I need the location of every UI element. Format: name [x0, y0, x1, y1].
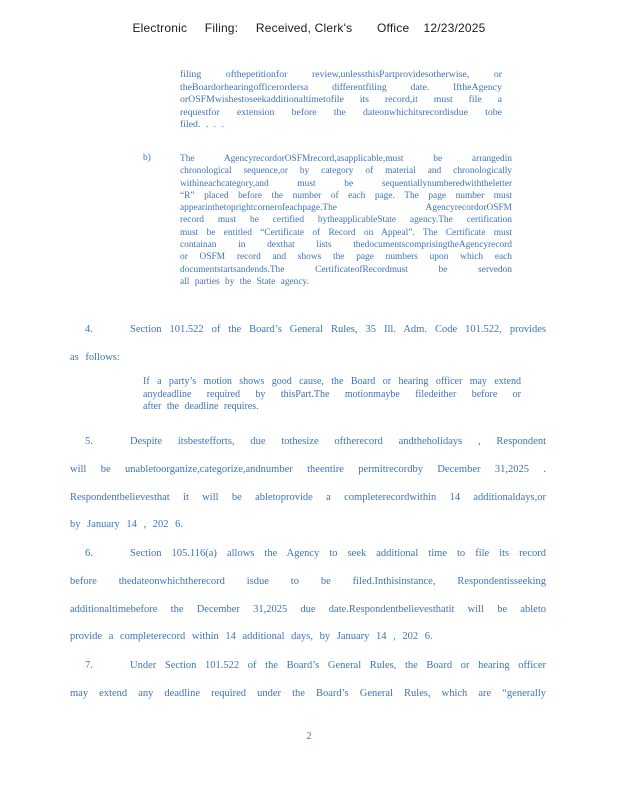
text-line: all parties by the State agency.: [180, 276, 309, 287]
efiling-stamp: Electronic Filing: Received, Clerk's Office 12/23/2025: [132, 21, 486, 35]
text-line: orOSFMwishestoseekadditionaltimetofile its record,it must file a: [180, 94, 502, 105]
text-line: withineachcategory,and must be sequentiallynumberedwiththeletter: [180, 178, 512, 189]
text-line: as follows:: [70, 351, 120, 363]
paragraph-5: [70, 428, 546, 539]
text-line: 7. Under Section 101.522 of the Board’s General Rules, the Board or hearing officer: [70, 652, 546, 680]
paragraph-4: [70, 316, 546, 372]
text-line: 5. Despite itsbestefforts, due tothesize oftherecord andtheholidays , Respondent: [70, 428, 546, 456]
text-line: after the deadline requires.: [143, 401, 259, 413]
text-line: documentstartsandends.The CertificateofRecordmust be servedon: [180, 264, 512, 275]
paragraph-number: 5.: [85, 436, 93, 447]
text-line: will be unabletoorganize,categorize,andnumber theentire permitrecordby December 31,2025 .: [70, 463, 546, 475]
quote-block-rule-101-522: [143, 376, 521, 414]
text-line: appearinthetoprightcornerofeachpage.The AgencyrecordorOSFM: [180, 203, 512, 214]
quote-block-subsection-a: [180, 69, 502, 132]
text-line: “R” placed before the number of each page. The page number must: [180, 190, 512, 201]
paragraph-6: [70, 540, 546, 651]
text-line: 6. Section 105.116(a) allows the Agency to seek additional time to file its record: [70, 540, 546, 568]
text-line: or OSFM record and shows the page numbers upon which each: [180, 252, 512, 263]
item-b-label: b): [143, 153, 151, 163]
text-line: before thedateonwhichtherecord isdue to be filed.Inthisinstance, Respondentisseeking: [70, 575, 546, 587]
text-line: 4. Section 101.522 of the Board’s General Rules, 35 Ill. Adm. Code 101.522, provides: [70, 316, 546, 344]
text-line: theBoardorhearingofficerordersa differentfiling date. IftheAgency: [180, 81, 502, 93]
paragraph-number: 6.: [85, 548, 93, 559]
text-line: must be entitled “Certificate of Record on Appeal”. The Certificate must: [180, 227, 512, 238]
paragraph-7: [70, 652, 546, 708]
text-line: chronological sequence,or by category of material and chronologically: [180, 166, 512, 177]
text-line: filed. . . .: [180, 119, 225, 130]
text-line: provide a completerecord within 14 additional days, by January 14 , 202 6.: [70, 631, 433, 643]
text-line: additionaltimebefore the December 31,2025 due date.Respondentbelievesthatit will be ableto: [70, 603, 546, 615]
text-line: requestfor extension before the dateonwhichitsrecordisdue tobe: [180, 106, 502, 118]
text-line: filing ofthepetitionfor review,unlessthisPartprovidesotherwise, or: [180, 69, 502, 80]
text-line: containan in dexthat lists thedocumentscomprisingtheAgencyrecord: [180, 240, 512, 251]
text-line: Respondentbelievesthat it will be abletoprovide a completerecordwithin 14 additionaldays,or: [70, 491, 546, 503]
text-line: The AgencyrecordorOSFMrecord,asapplicable,must be arrangedin: [180, 154, 512, 164]
paragraph-number: 4.: [85, 324, 93, 335]
text-line: may extend any deadline required under the Board’s General Rules, which are “generally: [70, 687, 546, 699]
text-line: record must be certified bytheapplicableState agency.The certification: [180, 215, 512, 226]
page-number: 2: [306, 731, 312, 742]
text-line: If a party’s motion shows good cause, the Board or hearing officer may extend: [143, 376, 521, 387]
paragraph-number: 7.: [85, 660, 93, 671]
quote-block-subsection-b: [143, 153, 512, 288]
text-line: anydeadline required by thisPart.The motionmaybe filedeither before or: [143, 388, 521, 400]
text-line: by January 14 , 202 6.: [70, 519, 184, 531]
